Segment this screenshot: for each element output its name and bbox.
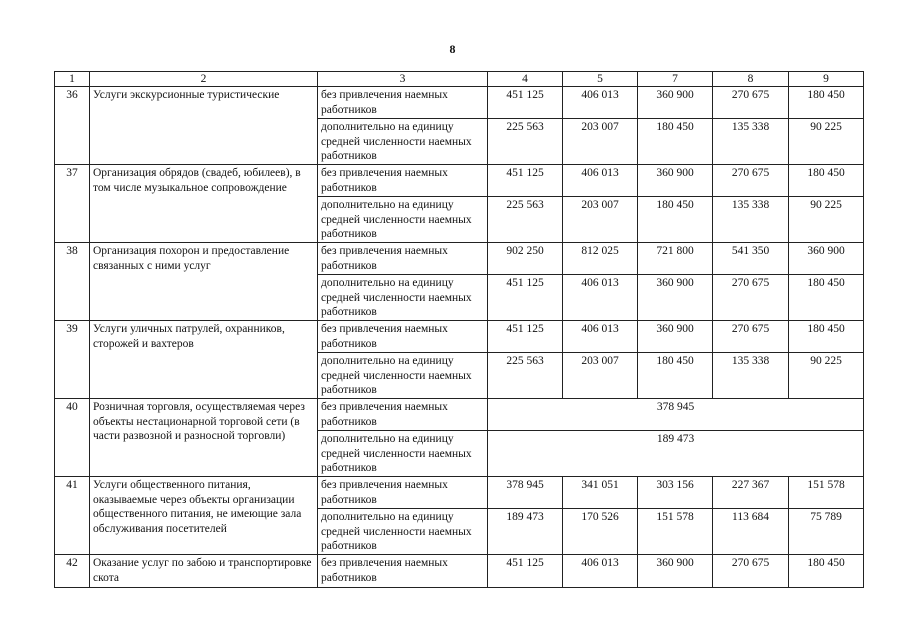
column-header-row [55,72,864,87]
condition-cell: без привлечения наемных работников [318,87,488,119]
page-number: 8 [449,42,456,56]
value-cell: 902 250 [488,243,563,275]
merged-value-cell: 189 473 [488,431,864,477]
service-name: Услуги экскурсионные туристические [90,87,318,165]
value-cell: 180 450 [638,353,713,399]
row-number: 39 [55,321,90,399]
value-cell: 113 684 [713,509,789,555]
row-number: 41 [55,477,90,555]
service-name: Розничная торговля, осуществляемая через объекты нестационарной торговой сети (в части развозной и разносной торговли) [90,399,318,477]
condition-cell: без привлечения наемных работников [318,555,488,588]
value-cell: 406 013 [563,165,638,197]
value-cell: 341 051 [563,477,638,509]
value-cell: 75 789 [789,509,864,555]
column-header: 1 [55,72,90,87]
value-cell: 360 900 [638,87,713,119]
condition-cell: дополнительно на единицу средней численности наемных работников [318,431,488,477]
table-row [55,399,864,431]
column-header: 4 [488,72,563,87]
service-name: Услуги общественного питания, оказываемые через объекты организации общественного питания, не имеющие зала обслуживания посетителей [90,477,318,555]
value-cell: 270 675 [713,321,789,353]
value-cell: 360 900 [638,165,713,197]
condition-cell: дополнительно на единицу средней численности наемных работников [318,197,488,243]
value-cell: 203 007 [563,119,638,165]
column-header: 8 [713,72,789,87]
value-cell: 135 338 [713,119,789,165]
value-cell: 451 125 [488,275,563,321]
row-number: 40 [55,399,90,477]
value-cell: 360 900 [638,275,713,321]
column-header: 9 [789,72,864,87]
value-cell: 303 156 [638,477,713,509]
value-cell: 451 125 [488,87,563,119]
table-row [55,321,864,353]
value-cell: 406 013 [563,87,638,119]
value-cell: 406 013 [563,275,638,321]
condition-cell: без привлечения наемных работников [318,321,488,353]
value-cell: 170 526 [563,509,638,555]
value-cell: 151 578 [789,477,864,509]
table-row [55,165,864,197]
row-number: 37 [55,165,90,243]
value-cell: 225 563 [488,353,563,399]
value-cell: 135 338 [713,353,789,399]
value-cell: 406 013 [563,555,638,588]
value-cell: 180 450 [789,87,864,119]
value-cell: 378 945 [488,477,563,509]
table-row [55,477,864,509]
value-cell: 180 450 [789,165,864,197]
value-cell: 360 900 [638,321,713,353]
value-cell: 451 125 [488,321,563,353]
value-cell: 180 450 [789,555,864,588]
table-row [55,243,864,275]
service-name: Оказание услуг по забою и транспортировке скота [90,555,318,588]
value-cell: 90 225 [789,119,864,165]
condition-cell: без привлечения наемных работников [318,477,488,509]
row-number: 38 [55,243,90,321]
value-cell: 406 013 [563,321,638,353]
value-cell: 451 125 [488,165,563,197]
column-header: 5 [563,72,638,87]
value-cell: 227 367 [713,477,789,509]
value-cell: 225 563 [488,197,563,243]
value-cell: 812 025 [563,243,638,275]
value-cell: 270 675 [713,87,789,119]
value-cell: 203 007 [563,197,638,243]
table-row [55,87,864,119]
value-cell: 451 125 [488,555,563,588]
condition-cell: дополнительно на единицу средней численности наемных работников [318,353,488,399]
value-cell: 360 900 [638,555,713,588]
value-cell: 180 450 [638,119,713,165]
value-cell: 270 675 [713,165,789,197]
value-cell: 180 450 [789,321,864,353]
service-name: Организация обрядов (свадеб, юбилеев), в том числе музыкальное сопровождение [90,165,318,243]
merged-value-cell: 378 945 [488,399,864,431]
value-cell: 225 563 [488,119,563,165]
condition-cell: дополнительно на единицу средней численности наемных работников [318,275,488,321]
value-cell: 151 578 [638,509,713,555]
value-cell: 189 473 [488,509,563,555]
row-number: 42 [55,555,90,588]
table-row [55,555,864,588]
value-cell: 360 900 [789,243,864,275]
value-cell: 135 338 [713,197,789,243]
column-header: 7 [638,72,713,87]
value-cell: 90 225 [789,353,864,399]
value-cell: 180 450 [789,275,864,321]
condition-cell: дополнительно на единицу средней численности наемных работников [318,509,488,555]
column-header: 3 [318,72,488,87]
condition-cell: без привлечения наемных работников [318,243,488,275]
service-name: Услуги уличных патрулей, охранников, сторожей и вахтеров [90,321,318,399]
value-cell: 541 350 [713,243,789,275]
value-cell: 270 675 [713,555,789,588]
condition-cell: без привлечения наемных работников [318,399,488,431]
service-name: Организация похорон и предоставление связанных с ними услуг [90,243,318,321]
value-cell: 721 800 [638,243,713,275]
value-cell: 180 450 [638,197,713,243]
row-number: 36 [55,87,90,165]
value-cell: 203 007 [563,353,638,399]
value-cell: 90 225 [789,197,864,243]
condition-cell: без привлечения наемных работников [318,165,488,197]
value-cell: 270 675 [713,275,789,321]
condition-cell: дополнительно на единицу средней численности наемных работников [318,119,488,165]
tariff-table [54,71,864,588]
column-header: 2 [90,72,318,87]
